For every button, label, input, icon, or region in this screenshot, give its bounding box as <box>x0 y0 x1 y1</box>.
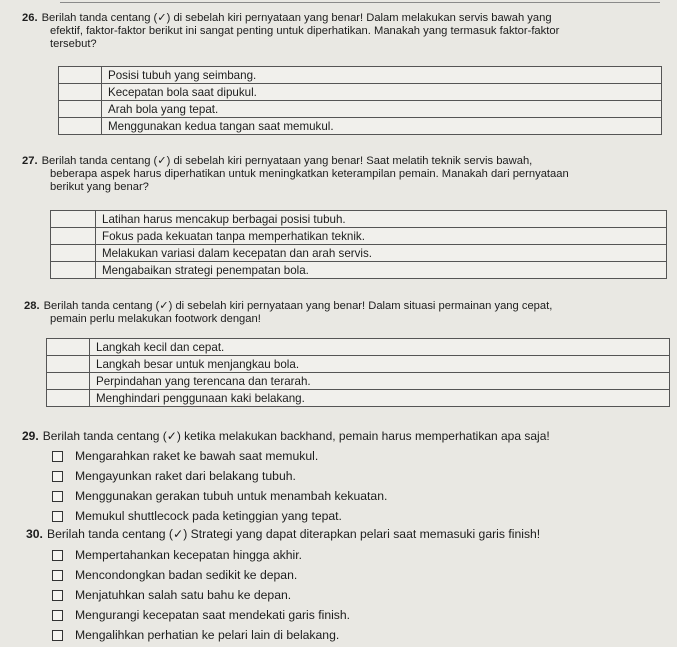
checklist-item[interactable] <box>52 486 387 506</box>
option-row <box>51 228 667 245</box>
checklist-text: Mengarahkan raket ke bawah saat memukul. <box>75 449 319 463</box>
answer-box[interactable] <box>51 262 96 279</box>
question-text-line: beberapa aspek harus diperhatikan untuk meningkatkan keterampilan pemain. Manakah dari pernyataan <box>50 168 569 180</box>
option-text: Langkah besar untuk menjangkau bola. <box>90 356 670 373</box>
question-number: 30. <box>26 527 43 541</box>
option-text: Kecepatan bola saat dipukul. <box>102 84 662 101</box>
option-row <box>47 356 670 373</box>
answer-box[interactable] <box>47 390 90 407</box>
option-text: Arah bola yang tepat. <box>102 101 662 118</box>
answer-box[interactable] <box>59 84 102 101</box>
checklist-30 <box>52 545 350 645</box>
checkbox[interactable] <box>52 471 63 482</box>
checklist-text: Mengurangi kecepatan saat mendekati garis finish. <box>75 608 351 622</box>
question-27 <box>22 155 667 194</box>
answer-box[interactable] <box>51 228 96 245</box>
checklist-item[interactable] <box>52 565 350 585</box>
checklist-item[interactable] <box>52 466 387 486</box>
answer-box[interactable] <box>59 67 102 84</box>
checklist-text: Memukul shuttlecock pada ketinggian yang tepat. <box>75 509 342 523</box>
question-number: 26. <box>22 12 38 24</box>
question-text-line: Berilah tanda centang (✓) di sebelah kiri pernyataan yang benar! Dalam melakukan servis bawah yang <box>41 12 552 24</box>
question-text: Berilah tanda centang (✓) Strategi yang dapat diterapkan pelari saat memasuki garis finish! <box>46 527 541 541</box>
checklist-text: Mencondongkan badan sedikit ke depan. <box>75 568 298 582</box>
answer-box[interactable] <box>47 339 90 356</box>
checklist-item[interactable] <box>52 506 387 526</box>
checklist-item[interactable] <box>52 545 350 565</box>
question-text: Berilah tanda centang (✓) ketika melakukan backhand, pemain harus memperhatikan apa saja! <box>42 429 550 443</box>
checkbox[interactable] <box>52 570 63 581</box>
checklist-text: Menggunakan gerakan tubuh untuk menambah kekuatan. <box>75 489 388 503</box>
checklist-text: Mengayunkan raket dari belakang tubuh. <box>75 469 296 483</box>
option-text: Latihan harus mencakup berbagai posisi tubuh. <box>96 211 667 228</box>
question-text-line: Berilah tanda centang (✓) di sebelah kiri pernyataan yang benar! Saat melatih teknik servis bawah, <box>41 155 533 167</box>
question-number: 29. <box>22 429 39 443</box>
option-row <box>51 245 667 262</box>
answer-box[interactable] <box>51 211 96 228</box>
top-rule <box>60 2 660 3</box>
checklist-item[interactable] <box>52 625 350 645</box>
option-text: Langkah kecil dan cepat. <box>90 339 670 356</box>
checkbox[interactable] <box>52 511 63 522</box>
question-number: 28. <box>24 300 40 312</box>
question-26 <box>22 12 662 51</box>
answer-box[interactable] <box>59 101 102 118</box>
question-text-line: Berilah tanda centang (✓) di sebelah kiri pernyataan yang benar! Dalam situasi permainan yang cepat, <box>43 300 553 312</box>
option-row <box>51 211 667 228</box>
checklist-item[interactable] <box>52 585 350 605</box>
question-text-line: tersebut? <box>50 38 97 50</box>
question-text-line: efektif, faktor-faktor berikut ini sangat penting untuk diperhatikan. Manakah yang termasuk faktor-faktor <box>50 25 560 37</box>
answer-box[interactable] <box>47 356 90 373</box>
option-row <box>59 67 662 84</box>
checklist-item[interactable] <box>52 605 350 625</box>
question-29 <box>22 430 672 443</box>
option-text: Menggunakan kedua tangan saat memukul. <box>102 118 662 135</box>
question-number: 27. <box>22 155 38 167</box>
option-text: Posisi tubuh yang seimbang. <box>102 67 662 84</box>
checkbox[interactable] <box>52 590 63 601</box>
option-row <box>59 101 662 118</box>
checklist-text: Mengalihkan perhatian ke pelari lain di belakang. <box>75 628 340 642</box>
checklist-item[interactable] <box>52 446 387 466</box>
question-text-line: berikut yang benar? <box>50 181 149 193</box>
option-text: Mengabaikan strategi penempatan bola. <box>96 262 667 279</box>
options-table-28 <box>46 338 670 407</box>
answer-box[interactable] <box>51 245 96 262</box>
checklist-29 <box>52 446 387 526</box>
option-row <box>51 262 667 279</box>
checkbox[interactable] <box>52 610 63 621</box>
options-table-27 <box>50 210 667 279</box>
option-row <box>59 84 662 101</box>
question-text-line: pemain perlu melakukan footwork dengan! <box>50 313 261 325</box>
checkbox[interactable] <box>52 550 63 561</box>
option-text: Menghindari penggunaan kaki belakang. <box>90 390 670 407</box>
option-row <box>47 339 670 356</box>
answer-box[interactable] <box>47 373 90 390</box>
answer-box[interactable] <box>59 118 102 135</box>
option-row <box>47 373 670 390</box>
question-30 <box>26 528 671 541</box>
option-text: Perpindahan yang terencana dan terarah. <box>90 373 670 390</box>
checkbox[interactable] <box>52 451 63 462</box>
option-row <box>59 118 662 135</box>
question-28 <box>24 300 669 326</box>
options-table-26 <box>58 66 662 135</box>
checklist-text: Mempertahankan kecepatan hingga akhir. <box>75 548 302 562</box>
option-text: Fokus pada kekuatan tanpa memperhatikan teknik. <box>96 228 667 245</box>
checklist-text: Menjatuhkan salah satu bahu ke depan. <box>75 588 292 602</box>
option-text: Melakukan variasi dalam kecepatan dan arah servis. <box>96 245 667 262</box>
checkbox[interactable] <box>52 491 63 502</box>
option-row <box>47 390 670 407</box>
checkbox[interactable] <box>52 630 63 641</box>
